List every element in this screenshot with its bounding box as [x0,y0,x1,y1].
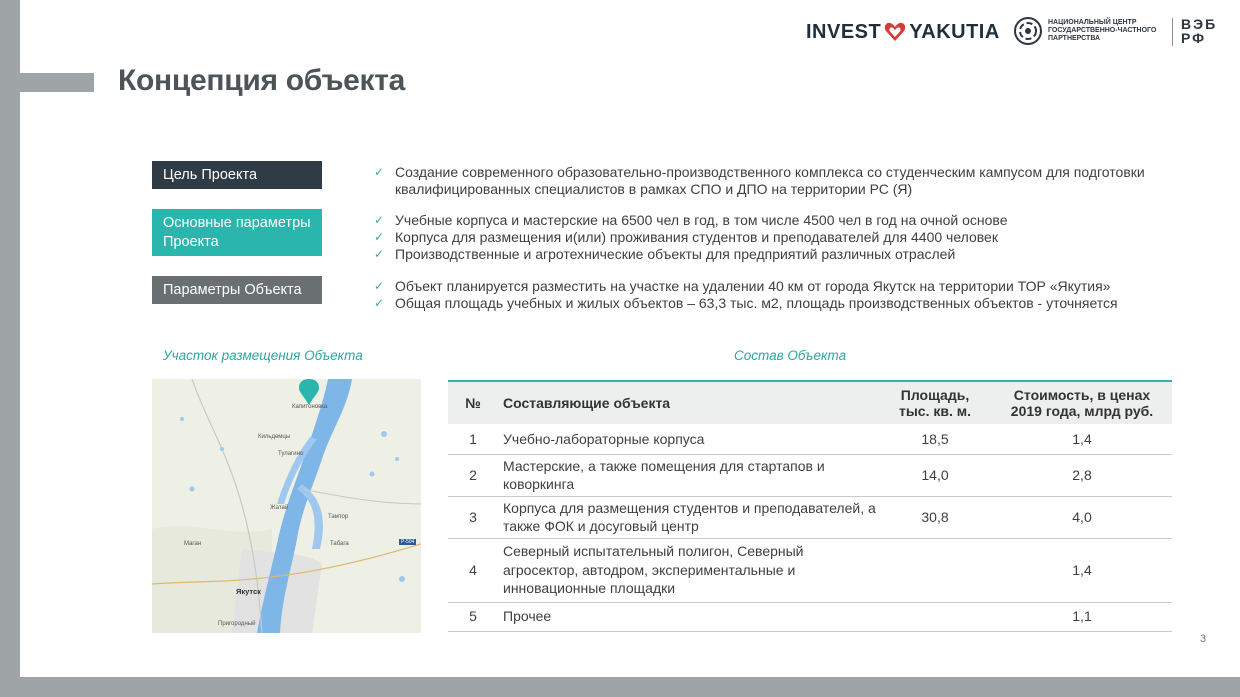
label-object-params: Параметры Объекта [152,276,322,304]
cell-cost: 1,4 [992,538,1172,602]
cell-cost: 1,1 [992,602,1172,631]
cell-name: Северный испытательный полигон, Северный агросектор, автодром, экспериментальные и инновационные площадки [498,538,878,602]
slide-frame-left [0,0,20,697]
col-header-cost-l2: 2019 года, млрд руб. [1010,403,1154,419]
col-header-area-l1: Площадь, [900,387,970,403]
bullet-item [374,164,1174,198]
col-header-name: Составляющие объекта [498,381,878,424]
slide-frame-bottom [0,677,1240,697]
npp-line-3: ПАРТНЕРСТВА [1048,35,1101,42]
logo-divider [1172,18,1173,46]
table-row [448,602,1172,631]
heart-icon [884,22,906,42]
map-label-kapitonovka: Капитоновка [292,404,328,410]
veb-line-2: РФ [1181,30,1207,46]
params-bullets [374,212,1174,263]
map-label-magan: Маган [184,541,202,547]
cell-area: 30,8 [878,496,992,538]
bullet-text: Учебные корпуса и мастерские на 6500 чел в год, в том числе 4500 чел в год на очной основе [395,212,1008,228]
col-header-area-l2: тыс. кв. м. [898,403,972,419]
bullet-text: Производственные и агротехнические объекты для предприятий различных отраслей [395,246,956,262]
map-pin-icon [299,379,319,405]
npp-logo-text [1048,19,1178,43]
check-icon: ✓ [374,279,385,293]
cell-area [878,538,992,602]
cell-num: 4 [448,538,498,602]
cell-name: Прочее [498,602,878,631]
logo-yakutia-word: YAKUTIA [909,21,1000,43]
table-caption: Состав Объекта [734,348,847,363]
map-label-tulagino: Тулагино [278,451,304,457]
cell-area [878,602,992,631]
map-label-prigorodny: Пригородный [218,621,256,627]
check-icon: ✓ [374,247,385,261]
bullet-item [374,295,1174,312]
cell-name: Мастерские, а также помещения для стартапов и коворкинга [498,454,878,496]
cell-num: 5 [448,602,498,631]
bullet-text: Объект планируется разместить на участке на удалении 40 км от города Якутск на территории ТОР «Якутия» [395,278,1111,294]
map-label-kildemcy: Кильдемцы [258,434,291,440]
col-header-cost-l1: Стоимость, в ценах [1013,387,1151,403]
table-row [448,496,1172,538]
cell-cost: 4,0 [992,496,1172,538]
bullet-item [374,212,1174,229]
table-row [448,454,1172,496]
bullet-text: Корпуса для размещения и(или) проживания студентов и преподавателей для 4400 человек [395,229,998,245]
map-label-tabaga: Табага [330,541,349,547]
cell-cost: 1,4 [992,424,1172,454]
bullet-item [374,246,1174,263]
logo-invest-word: INVEST [806,21,882,43]
object-bullets [374,278,1174,312]
cell-area: 18,5 [878,424,992,454]
npp-logo [1014,17,1178,45]
map-caption: Участок размещения Объекта [163,348,363,363]
check-icon: ✓ [374,165,385,179]
bullet-text: Общая площадь учебных и жилых объектов – 63,3 тыс. м2, площадь производственных объектов - уточняется [395,295,1118,311]
map-label-tamtor: Тамтор [328,514,349,520]
cell-name: Корпуса для размещения студентов и преподавателей, а также ФОК и досуговый центр [498,496,878,538]
npp-emblem-icon [1014,17,1042,45]
map-label-yakutsk: Якутск [236,587,261,596]
label-project-params: Основные параметры Проекта [152,209,322,256]
label-project-goal: Цель Проекта [152,161,322,189]
veb-logo [1181,17,1219,47]
page-number: 3 [1200,633,1207,645]
invest-yakutia-logo [806,19,1000,45]
location-map [152,379,421,633]
object-composition-table [448,380,1172,632]
table-row [448,538,1172,602]
check-icon: ✓ [374,296,385,310]
cell-area: 14,0 [878,454,992,496]
bullet-item [374,278,1174,295]
title-accent-bar [20,73,94,92]
cell-num: 1 [448,424,498,454]
col-header-area [878,381,992,424]
table-header-row [448,381,1172,424]
npp-line-1: НАЦИОНАЛЬНЫЙ ЦЕНТР [1048,19,1137,26]
npp-line-2: ГОСУДАРСТВЕННО-ЧАСТНОГО [1048,27,1157,34]
page-title: Концепция объекта [118,64,406,97]
check-icon: ✓ [374,230,385,244]
map-label-zhatay: Жатай [270,505,289,511]
map-road-badge: Р-504 [401,539,415,545]
goal-bullets [374,164,1174,198]
veb-line-1: ВЭБ [1181,16,1218,32]
col-header-num: № [448,381,498,424]
bullet-item [374,229,1174,246]
cell-num: 3 [448,496,498,538]
cell-cost: 2,8 [992,454,1172,496]
check-icon: ✓ [374,213,385,227]
col-header-cost [992,381,1172,424]
table-row [448,424,1172,454]
cell-num: 2 [448,454,498,496]
cell-name: Учебно-лабораторные корпуса [498,424,878,454]
bullet-text: Создание современного образовательно-производственного комплекса со студенческим кампусом для подготовки квалифицированных специалистов в рамках СПО и ДПО на территории РС (Я) [395,164,1145,197]
